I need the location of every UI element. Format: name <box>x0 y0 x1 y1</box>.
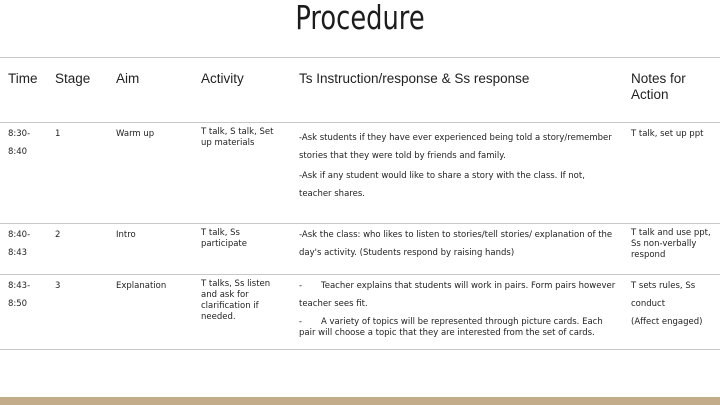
row-2-time: 8:40-8:43 <box>0 224 45 275</box>
instruction-line: -Ask students if they have ever experienced being told a story/remember stories that they were told by friends and family. <box>299 133 612 161</box>
page-title: Procedure <box>295 0 425 37</box>
procedure-table <box>0 57 720 350</box>
header-activity: Activity <box>175 58 291 123</box>
row-2-notes: T talk and use ppt, Ss non-verbally respond <box>623 224 720 275</box>
row-3-instruction <box>291 275 623 350</box>
row-2-aim: Intro <box>100 224 175 275</box>
row-2-stage: 2 <box>45 224 100 275</box>
row-2-activity: T talk, Ss participate <box>175 224 291 275</box>
notes-line: T sets rules, Ss conduct <box>631 281 696 309</box>
row-1-stage: 1 <box>45 123 100 224</box>
bullet-dash: - <box>299 281 303 291</box>
row-3-notes <box>623 275 720 350</box>
bullet-dash: - <box>299 317 303 327</box>
header-instruction: Ts Instruction/response & Ss response <box>291 58 623 123</box>
row-2-instruction <box>291 224 623 275</box>
row-3-activity: T talks, Ss listen and ask for clarification if needed. <box>175 275 291 350</box>
header-aim: Aim <box>100 58 175 123</box>
header-stage: Stage <box>45 58 100 123</box>
header-notes: Notes for Action <box>623 58 720 123</box>
notes-line: (Affect engaged) <box>631 317 703 327</box>
row-1-notes: T talk, set up ppt <box>623 123 720 224</box>
row-1-time: 8:30-8:40 <box>0 123 45 224</box>
table-row <box>0 275 720 350</box>
table-row <box>0 224 720 275</box>
table-row <box>0 123 720 224</box>
row-3-aim: Explanation <box>100 275 175 350</box>
instruction-line: -Ask the class: who likes to listen to stories/tell stories/ explanation of the day's activity. (Students respond by raising hands) <box>299 230 613 258</box>
row-1-instruction <box>291 123 623 224</box>
row-3-time: 8:43-8:50 <box>0 275 45 350</box>
row-1-aim: Warm up <box>100 123 175 224</box>
row-1-activity: T talk, S talk, Set up materials <box>175 123 291 224</box>
instruction-line: - Teacher explains that students will work in pairs. Form pairs however teacher sees fit. <box>299 277 617 313</box>
table-header-row <box>0 58 720 123</box>
instruction-line: -Ask if any student would like to share a story with the class. If not, teacher shares. <box>299 171 585 199</box>
row-3-stage: 3 <box>45 275 100 350</box>
header-time: Time <box>0 58 45 123</box>
instruction-line: - A variety of topics will be represented through picture cards. Each pair will choose a topic that they are interested from the set of cards. <box>299 317 603 338</box>
footer-accent-bar <box>0 397 720 405</box>
